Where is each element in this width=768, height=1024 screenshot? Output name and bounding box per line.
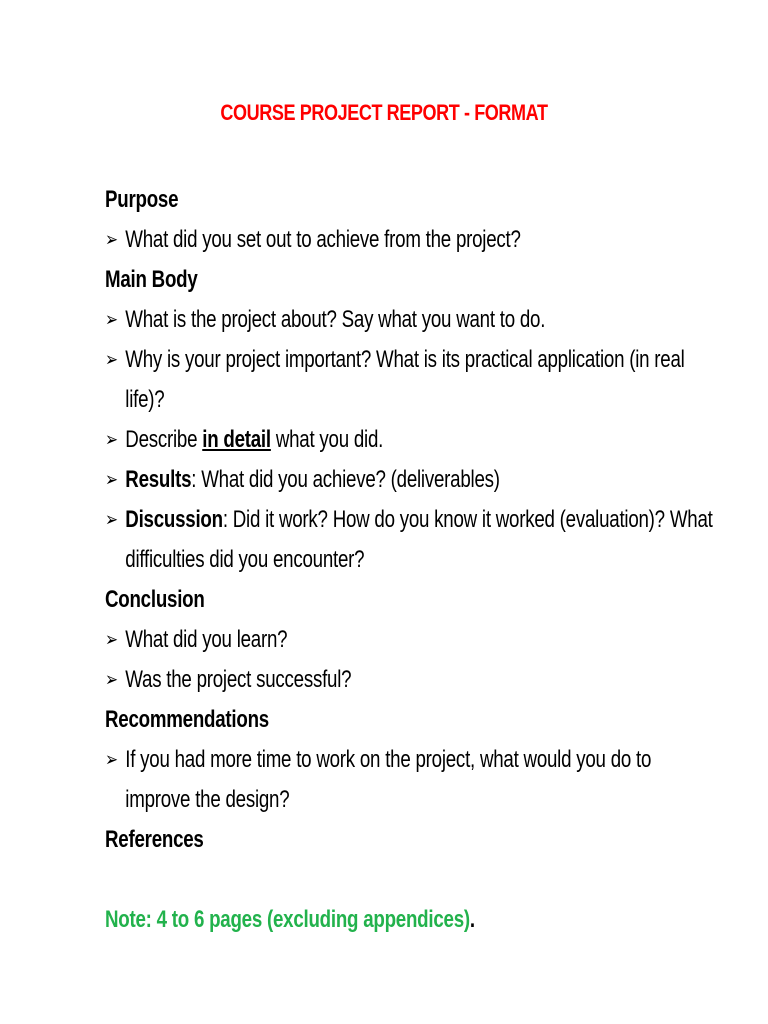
list-item-text	[125, 460, 499, 500]
emphasis-text: in detail	[202, 426, 271, 453]
arrow-bullet-icon: ➢	[105, 229, 118, 251]
references-heading: References	[105, 826, 204, 853]
arrow-bullet-icon: ➢	[105, 429, 118, 451]
list-item	[105, 660, 573, 700]
list-item	[105, 220, 573, 260]
arrow-bullet-icon: ➢	[105, 749, 118, 771]
text-segment: what you did.	[270, 426, 384, 453]
main-body-heading: Main Body	[105, 266, 198, 293]
list-item-continuation: improve the design?	[125, 786, 290, 813]
list-item-text: If you had more time to work on the project, what would you do to	[125, 746, 652, 773]
list-item-text	[125, 420, 383, 460]
list-item	[105, 500, 713, 540]
list-item-continuation: difficulties did you encounter?	[125, 546, 365, 573]
list-item	[105, 420, 573, 460]
conclusion-heading: Conclusion	[105, 586, 205, 613]
arrow-bullet-icon: ➢	[105, 629, 118, 651]
text-segment: Describe	[125, 426, 203, 453]
page-note	[105, 900, 475, 940]
list-item	[105, 620, 573, 660]
list-item-text: Was the project successful?	[125, 666, 352, 693]
list-item	[105, 340, 685, 380]
page-title: COURSE PROJECT REPORT - FORMAT	[220, 100, 548, 125]
arrow-bullet-icon: ➢	[105, 469, 118, 491]
list-item-text: What is the project about? Say what you want to do.	[125, 306, 546, 333]
list-item-text: Why is your project important? What is its practical application (in real	[125, 346, 685, 373]
list-item-text: What did you set out to achieve from the project?	[125, 226, 521, 253]
list-item	[105, 460, 573, 500]
arrow-bullet-icon: ➢	[105, 349, 118, 371]
note-period: .	[469, 906, 475, 933]
report-outline	[105, 180, 713, 860]
item-label: Discussion	[125, 506, 223, 533]
arrow-bullet-icon: ➢	[105, 309, 118, 331]
recommendations-heading: Recommendations	[105, 706, 269, 733]
note-text: Note: 4 to 6 pages (excluding appendices)	[105, 906, 470, 933]
list-item	[105, 300, 573, 340]
list-item-text: What did you learn?	[125, 626, 288, 653]
arrow-bullet-icon: ➢	[105, 509, 118, 531]
list-item-continuation: life)?	[125, 386, 165, 413]
text-segment: : Did it work? How do you know it worked (evaluation)? What	[222, 506, 713, 533]
arrow-bullet-icon: ➢	[105, 669, 118, 691]
list-item-text	[125, 500, 712, 540]
purpose-heading: Purpose	[105, 186, 179, 213]
text-segment: : What did you achieve? (deliverables)	[191, 466, 500, 493]
item-label: Results	[125, 466, 192, 493]
list-item	[105, 740, 652, 780]
